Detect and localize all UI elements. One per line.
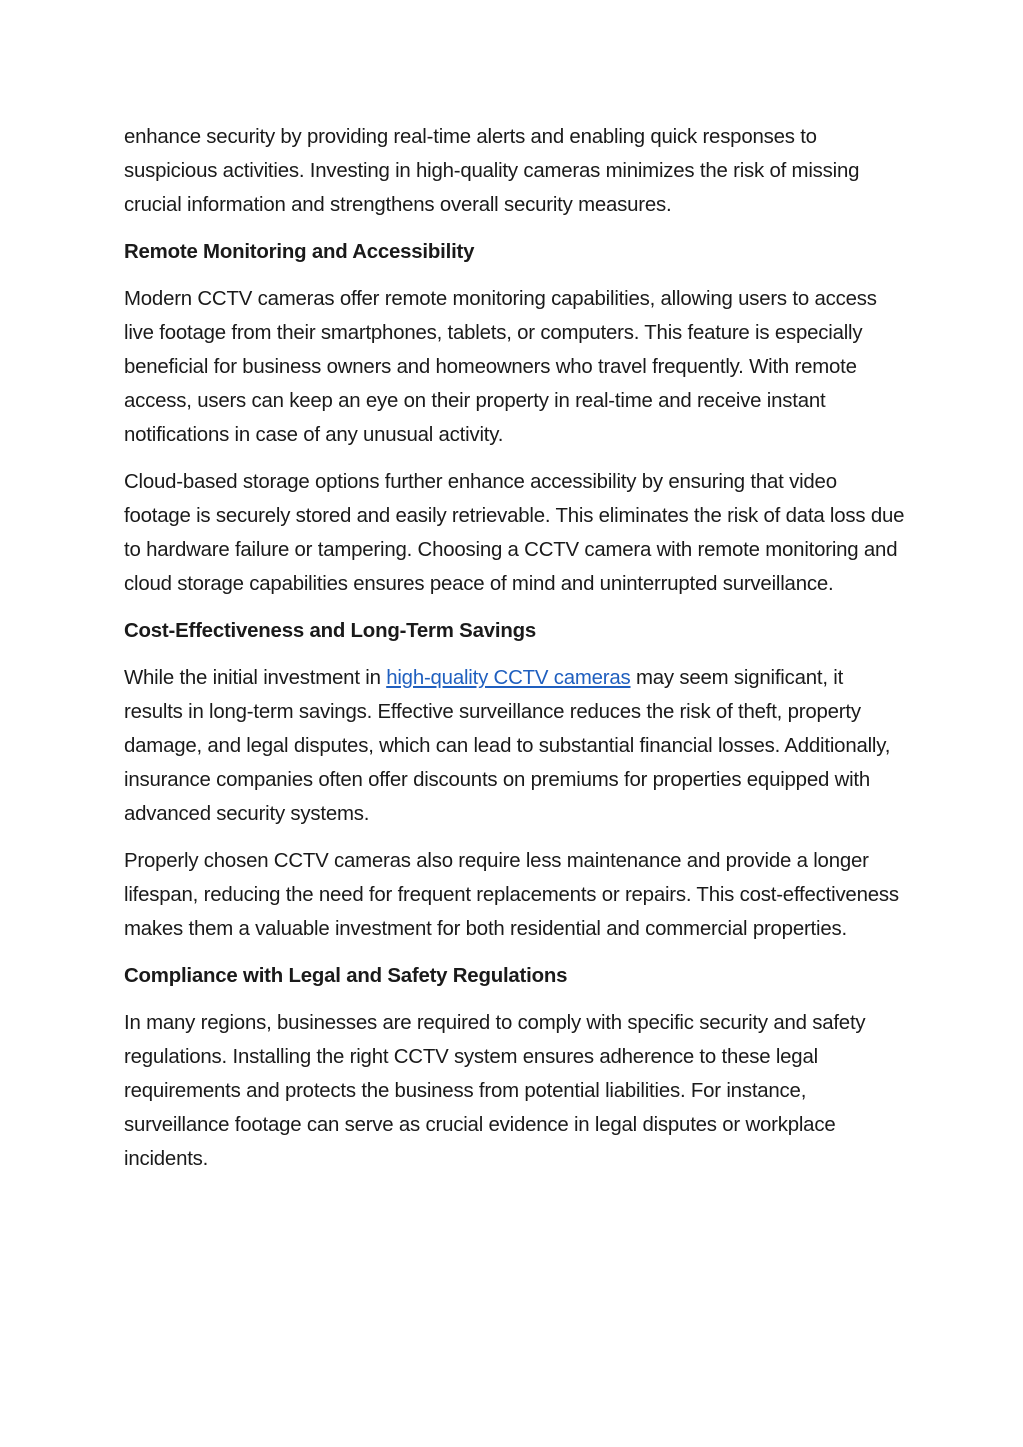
paragraph-cloud-storage: Cloud-based storage options further enhance accessibility by ensuring that video footage is securely stored and easily retrievable. This eliminates the risk of data loss due to hardware failure or tampering. Choosing a CCTV camera with remote monitoring and cloud storage capabilities ensures peace of mind and uninterrupted surveillance. [124,471,905,595]
paragraph-security-alerts: enhance security by providing real-time alerts and enabling quick responses to suspicious activities. Investing in high-quality cameras minimizes the risk of missing crucial information and strengthens overall security measures. [124,126,860,216]
cctv-cameras-link[interactable]: high-quality CCTV cameras [386,667,631,689]
paragraph-remote-monitoring: Modern CCTV cameras offer remote monitoring capabilities, allowing users to access live footage from their smartphones, tablets, or computers. This feature is especially beneficial for business owners and homeowners who travel frequently. With remote access, users can keep an eye on their property in real-time and receive instant notifications in case of any unusual activity. [124,288,877,446]
heading-remote-monitoring: Remote Monitoring and Accessibility [124,241,475,263]
paragraph-text-after-link: may seem significant, it results in long-term savings. Effective surveillance reduces the risk of theft, property damage, and legal disputes, which can lead to substantial financial losses. Additionally, insurance companies often offer discounts on premiums for properties equipped with advanced security systems. [124,667,891,825]
document-body [124,120,906,1189]
heading-compliance: Compliance with Legal and Safety Regulations [124,965,568,987]
paragraph-text-before-link: While the initial investment in [124,667,387,689]
heading-cost-effectiveness: Cost-Effectiveness and Long-Term Savings [124,620,536,642]
paragraph-maintenance: Properly chosen CCTV cameras also require less maintenance and provide a longer lifespan, reducing the need for frequent replacements or repairs. This cost-effectiveness makes them a valuable investment for both residential and commercial properties. [124,850,899,940]
paragraph-initial-investment [124,661,906,831]
paragraph-regulations: In many regions, businesses are required to comply with specific security and safety regulations. Installing the right CCTV system ensures adherence to these legal requirements and protects the business from potential liabilities. For instance, surveillance footage can serve as crucial evidence in legal disputes or workplace incidents. [124,1012,866,1170]
